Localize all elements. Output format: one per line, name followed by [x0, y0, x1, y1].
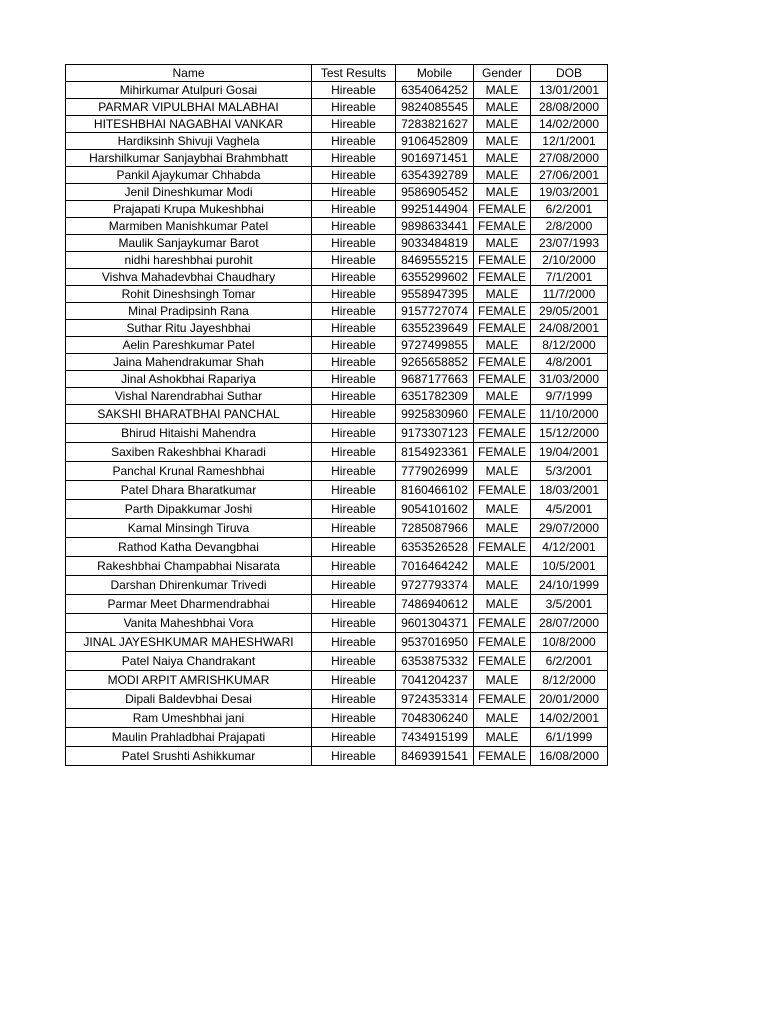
table-row — [66, 82, 608, 99]
cell-dob: 3/5/2001 — [531, 595, 608, 614]
cell-mobile: 6354392789 — [396, 167, 474, 184]
cell-name: Harshilkumar Sanjaybhai Brahmbhatt — [66, 150, 312, 167]
cell-test-result: Hireable — [312, 388, 396, 405]
cell-dob: 10/8/2000 — [531, 633, 608, 652]
cell-gender: MALE — [474, 337, 531, 354]
table-row — [66, 747, 608, 766]
cell-name: Mihirkumar Atulpuri Gosai — [66, 82, 312, 99]
cell-dob: 6/2/2001 — [531, 201, 608, 218]
cell-test-result: Hireable — [312, 354, 396, 371]
cell-name: Parmar Meet Dharmendrabhai — [66, 595, 312, 614]
cell-test-result: Hireable — [312, 201, 396, 218]
cell-name: Patel Srushti Ashikkumar — [66, 747, 312, 766]
cell-gender: FEMALE — [474, 690, 531, 709]
table-row — [66, 709, 608, 728]
cell-gender: MALE — [474, 671, 531, 690]
cell-name: JINAL JAYESHKUMAR MAHESHWARI — [66, 633, 312, 652]
cell-dob: 31/03/2000 — [531, 371, 608, 388]
cell-test-result: Hireable — [312, 184, 396, 201]
cell-gender: MALE — [474, 500, 531, 519]
table-row — [66, 462, 608, 481]
cell-mobile: 8160466102 — [396, 481, 474, 500]
cell-name: Rathod Katha Devangbhai — [66, 538, 312, 557]
cell-test-result: Hireable — [312, 405, 396, 424]
table-row — [66, 133, 608, 150]
table-row — [66, 99, 608, 116]
table-body — [66, 82, 608, 766]
cell-mobile: 9173307123 — [396, 424, 474, 443]
cell-test-result: Hireable — [312, 82, 396, 99]
cell-dob: 11/10/2000 — [531, 405, 608, 424]
cell-dob: 8/12/2000 — [531, 671, 608, 690]
cell-gender: FEMALE — [474, 614, 531, 633]
table-row — [66, 481, 608, 500]
cell-mobile: 6354064252 — [396, 82, 474, 99]
cell-mobile: 7041204237 — [396, 671, 474, 690]
cell-name: Vanita Maheshbhai Vora — [66, 614, 312, 633]
table-row — [66, 303, 608, 320]
table-row — [66, 576, 608, 595]
cell-mobile: 9824085545 — [396, 99, 474, 116]
cell-gender: FEMALE — [474, 252, 531, 269]
cell-test-result: Hireable — [312, 728, 396, 747]
cell-name: HITESHBHAI NAGABHAI VANKAR — [66, 116, 312, 133]
cell-mobile: 7285087966 — [396, 519, 474, 538]
cell-mobile: 6353875332 — [396, 652, 474, 671]
cell-gender: FEMALE — [474, 424, 531, 443]
cell-gender: MALE — [474, 235, 531, 252]
cell-dob: 28/07/2000 — [531, 614, 608, 633]
cell-gender: MALE — [474, 557, 531, 576]
table-row — [66, 388, 608, 405]
cell-test-result: Hireable — [312, 481, 396, 500]
cell-test-result: Hireable — [312, 286, 396, 303]
cell-dob: 29/07/2000 — [531, 519, 608, 538]
table-row — [66, 201, 608, 218]
cell-gender: FEMALE — [474, 443, 531, 462]
cell-dob: 6/2/2001 — [531, 652, 608, 671]
cell-dob: 11/7/2000 — [531, 286, 608, 303]
cell-mobile: 9558947395 — [396, 286, 474, 303]
cell-mobile: 9727499855 — [396, 337, 474, 354]
cell-mobile: 7486940612 — [396, 595, 474, 614]
cell-dob: 19/04/2001 — [531, 443, 608, 462]
cell-name: Patel Naiya Chandrakant — [66, 652, 312, 671]
cell-dob: 15/12/2000 — [531, 424, 608, 443]
table-row — [66, 150, 608, 167]
column-header-gender: Gender — [474, 65, 531, 82]
cell-test-result: Hireable — [312, 443, 396, 462]
cell-dob: 27/08/2000 — [531, 150, 608, 167]
cell-mobile: 9925830960 — [396, 405, 474, 424]
cell-mobile: 9106452809 — [396, 133, 474, 150]
table-row — [66, 443, 608, 462]
cell-test-result: Hireable — [312, 652, 396, 671]
table-row — [66, 595, 608, 614]
cell-test-result: Hireable — [312, 557, 396, 576]
cell-gender: FEMALE — [474, 652, 531, 671]
cell-name: Marmiben Manishkumar Patel — [66, 218, 312, 235]
table-row — [66, 218, 608, 235]
cell-name: SAKSHI BHARATBHAI PANCHAL — [66, 405, 312, 424]
cell-gender: MALE — [474, 728, 531, 747]
cell-name: MODI ARPIT AMRISHKUMAR — [66, 671, 312, 690]
cell-dob: 14/02/2001 — [531, 709, 608, 728]
cell-test-result: Hireable — [312, 218, 396, 235]
cell-test-result: Hireable — [312, 235, 396, 252]
cell-name: Rakeshbhai Champabhai Nisarata — [66, 557, 312, 576]
cell-dob: 4/8/2001 — [531, 354, 608, 371]
cell-test-result: Hireable — [312, 337, 396, 354]
cell-dob: 2/8/2000 — [531, 218, 608, 235]
cell-test-result: Hireable — [312, 500, 396, 519]
cell-name: PARMAR VIPULBHAI MALABHAI — [66, 99, 312, 116]
cell-test-result: Hireable — [312, 424, 396, 443]
cell-name: Parth Dipakkumar Joshi — [66, 500, 312, 519]
cell-mobile: 9601304371 — [396, 614, 474, 633]
cell-gender: FEMALE — [474, 303, 531, 320]
cell-mobile: 7048306240 — [396, 709, 474, 728]
cell-dob: 18/03/2001 — [531, 481, 608, 500]
spreadsheet-page — [65, 64, 607, 766]
table-row — [66, 235, 608, 252]
cell-name: Prajapati Krupa Mukeshbhai — [66, 201, 312, 218]
cell-name: Aelin Pareshkumar Patel — [66, 337, 312, 354]
table-row — [66, 519, 608, 538]
cell-test-result: Hireable — [312, 133, 396, 150]
cell-mobile: 9265658852 — [396, 354, 474, 371]
cell-gender: MALE — [474, 286, 531, 303]
cell-name: Bhirud Hitaishi Mahendra — [66, 424, 312, 443]
cell-dob: 16/08/2000 — [531, 747, 608, 766]
cell-test-result: Hireable — [312, 252, 396, 269]
table-row — [66, 690, 608, 709]
cell-mobile: 6351782309 — [396, 388, 474, 405]
table-row — [66, 538, 608, 557]
cell-mobile: 9724353314 — [396, 690, 474, 709]
table-row — [66, 269, 608, 286]
cell-test-result: Hireable — [312, 150, 396, 167]
cell-mobile: 6355239649 — [396, 320, 474, 337]
candidate-table — [65, 64, 608, 766]
cell-dob: 24/08/2001 — [531, 320, 608, 337]
cell-dob: 12/1/2001 — [531, 133, 608, 150]
cell-name: Pankil Ajaykumar Chhabda — [66, 167, 312, 184]
cell-gender: MALE — [474, 150, 531, 167]
cell-test-result: Hireable — [312, 690, 396, 709]
cell-mobile: 7779026999 — [396, 462, 474, 481]
cell-test-result: Hireable — [312, 576, 396, 595]
cell-dob: 4/5/2001 — [531, 500, 608, 519]
cell-name: Hardiksinh Shivuji Vaghela — [66, 133, 312, 150]
cell-gender: FEMALE — [474, 371, 531, 388]
cell-mobile: 9033484819 — [396, 235, 474, 252]
cell-mobile: 9898633441 — [396, 218, 474, 235]
cell-dob: 9/7/1999 — [531, 388, 608, 405]
cell-mobile: 9016971451 — [396, 150, 474, 167]
cell-test-result: Hireable — [312, 303, 396, 320]
table-row — [66, 371, 608, 388]
cell-dob: 24/10/1999 — [531, 576, 608, 595]
cell-test-result: Hireable — [312, 320, 396, 337]
cell-name: Ram Umeshbhai jani — [66, 709, 312, 728]
cell-name: Rohit Dineshsingh Tomar — [66, 286, 312, 303]
cell-test-result: Hireable — [312, 671, 396, 690]
cell-gender: FEMALE — [474, 218, 531, 235]
table-row — [66, 320, 608, 337]
cell-name: Vishal Narendrabhai Suthar — [66, 388, 312, 405]
cell-dob: 6/1/1999 — [531, 728, 608, 747]
cell-name: Jaina Mahendrakumar Shah — [66, 354, 312, 371]
cell-mobile: 7283821627 — [396, 116, 474, 133]
cell-dob: 8/12/2000 — [531, 337, 608, 354]
cell-gender: MALE — [474, 133, 531, 150]
table-row — [66, 286, 608, 303]
cell-mobile: 6355299602 — [396, 269, 474, 286]
cell-test-result: Hireable — [312, 709, 396, 728]
cell-dob: 10/5/2001 — [531, 557, 608, 576]
cell-gender: FEMALE — [474, 481, 531, 500]
table-row — [66, 252, 608, 269]
cell-dob: 19/03/2001 — [531, 184, 608, 201]
table-row — [66, 405, 608, 424]
cell-dob: 4/12/2001 — [531, 538, 608, 557]
cell-test-result: Hireable — [312, 633, 396, 652]
cell-dob: 28/08/2000 — [531, 99, 608, 116]
cell-mobile: 6353526528 — [396, 538, 474, 557]
cell-gender: MALE — [474, 388, 531, 405]
cell-dob: 13/01/2001 — [531, 82, 608, 99]
cell-test-result: Hireable — [312, 747, 396, 766]
table-row — [66, 167, 608, 184]
cell-mobile: 9586905452 — [396, 184, 474, 201]
column-header-dob: DOB — [531, 65, 608, 82]
cell-gender: FEMALE — [474, 538, 531, 557]
column-header-mobile: Mobile — [396, 65, 474, 82]
cell-mobile: 8154923361 — [396, 443, 474, 462]
table-row — [66, 116, 608, 133]
cell-name: Minal Pradipsinh Rana — [66, 303, 312, 320]
cell-dob: 7/1/2001 — [531, 269, 608, 286]
cell-test-result: Hireable — [312, 538, 396, 557]
cell-dob: 14/02/2000 — [531, 116, 608, 133]
cell-name: Jinal Ashokbhai Rapariya — [66, 371, 312, 388]
cell-gender: MALE — [474, 184, 531, 201]
table-row — [66, 184, 608, 201]
column-header-test-results: Test Results — [312, 65, 396, 82]
table-row — [66, 728, 608, 747]
cell-dob: 5/3/2001 — [531, 462, 608, 481]
cell-test-result: Hireable — [312, 269, 396, 286]
cell-name: Darshan Dhirenkumar Trivedi — [66, 576, 312, 595]
cell-gender: MALE — [474, 82, 531, 99]
cell-test-result: Hireable — [312, 614, 396, 633]
cell-name: Jenil Dineshkumar Modi — [66, 184, 312, 201]
cell-name: Patel Dhara Bharatkumar — [66, 481, 312, 500]
cell-gender: MALE — [474, 462, 531, 481]
cell-name: Panchal Krunal Rameshbhai — [66, 462, 312, 481]
cell-gender: MALE — [474, 99, 531, 116]
cell-gender: FEMALE — [474, 320, 531, 337]
cell-mobile: 7434915199 — [396, 728, 474, 747]
cell-test-result: Hireable — [312, 116, 396, 133]
cell-name: Suthar Ritu Jayeshbhai — [66, 320, 312, 337]
table-row — [66, 671, 608, 690]
cell-mobile: 9727793374 — [396, 576, 474, 595]
cell-mobile: 9157727074 — [396, 303, 474, 320]
cell-name: Maulin Prahladbhai Prajapati — [66, 728, 312, 747]
cell-gender: FEMALE — [474, 354, 531, 371]
cell-gender: MALE — [474, 595, 531, 614]
cell-mobile: 9054101602 — [396, 500, 474, 519]
table-row — [66, 424, 608, 443]
table-row — [66, 557, 608, 576]
cell-gender: FEMALE — [474, 747, 531, 766]
column-header-name: Name — [66, 65, 312, 82]
cell-mobile: 8469391541 — [396, 747, 474, 766]
cell-dob: 29/05/2001 — [531, 303, 608, 320]
cell-test-result: Hireable — [312, 99, 396, 116]
cell-gender: FEMALE — [474, 201, 531, 218]
cell-gender: MALE — [474, 116, 531, 133]
cell-gender: FEMALE — [474, 269, 531, 286]
table-row — [66, 500, 608, 519]
cell-test-result: Hireable — [312, 595, 396, 614]
cell-dob: 2/10/2000 — [531, 252, 608, 269]
header-row — [66, 65, 608, 82]
cell-dob: 20/01/2000 — [531, 690, 608, 709]
table-row — [66, 337, 608, 354]
cell-gender: FEMALE — [474, 405, 531, 424]
cell-dob: 23/07/1993 — [531, 235, 608, 252]
cell-name: Saxiben Rakeshbhai Kharadi — [66, 443, 312, 462]
cell-test-result: Hireable — [312, 462, 396, 481]
cell-dob: 27/06/2001 — [531, 167, 608, 184]
cell-name: Dipali Baldevbhai Desai — [66, 690, 312, 709]
table-row — [66, 633, 608, 652]
table-row — [66, 354, 608, 371]
cell-test-result: Hireable — [312, 167, 396, 184]
table-header — [66, 65, 608, 82]
cell-gender: FEMALE — [474, 633, 531, 652]
table-row — [66, 652, 608, 671]
cell-name: Kamal Minsingh Tiruva — [66, 519, 312, 538]
cell-mobile: 8469555215 — [396, 252, 474, 269]
cell-name: Maulik Sanjaykumar Barot — [66, 235, 312, 252]
cell-mobile: 9537016950 — [396, 633, 474, 652]
cell-mobile: 9925144904 — [396, 201, 474, 218]
cell-name: nidhi hareshbhai purohit — [66, 252, 312, 269]
cell-mobile: 9687177663 — [396, 371, 474, 388]
cell-test-result: Hireable — [312, 519, 396, 538]
cell-gender: MALE — [474, 167, 531, 184]
table-row — [66, 614, 608, 633]
cell-gender: MALE — [474, 709, 531, 728]
cell-test-result: Hireable — [312, 371, 396, 388]
cell-mobile: 7016464242 — [396, 557, 474, 576]
cell-name: Vishva Mahadevbhai Chaudhary — [66, 269, 312, 286]
cell-gender: MALE — [474, 576, 531, 595]
cell-gender: MALE — [474, 519, 531, 538]
